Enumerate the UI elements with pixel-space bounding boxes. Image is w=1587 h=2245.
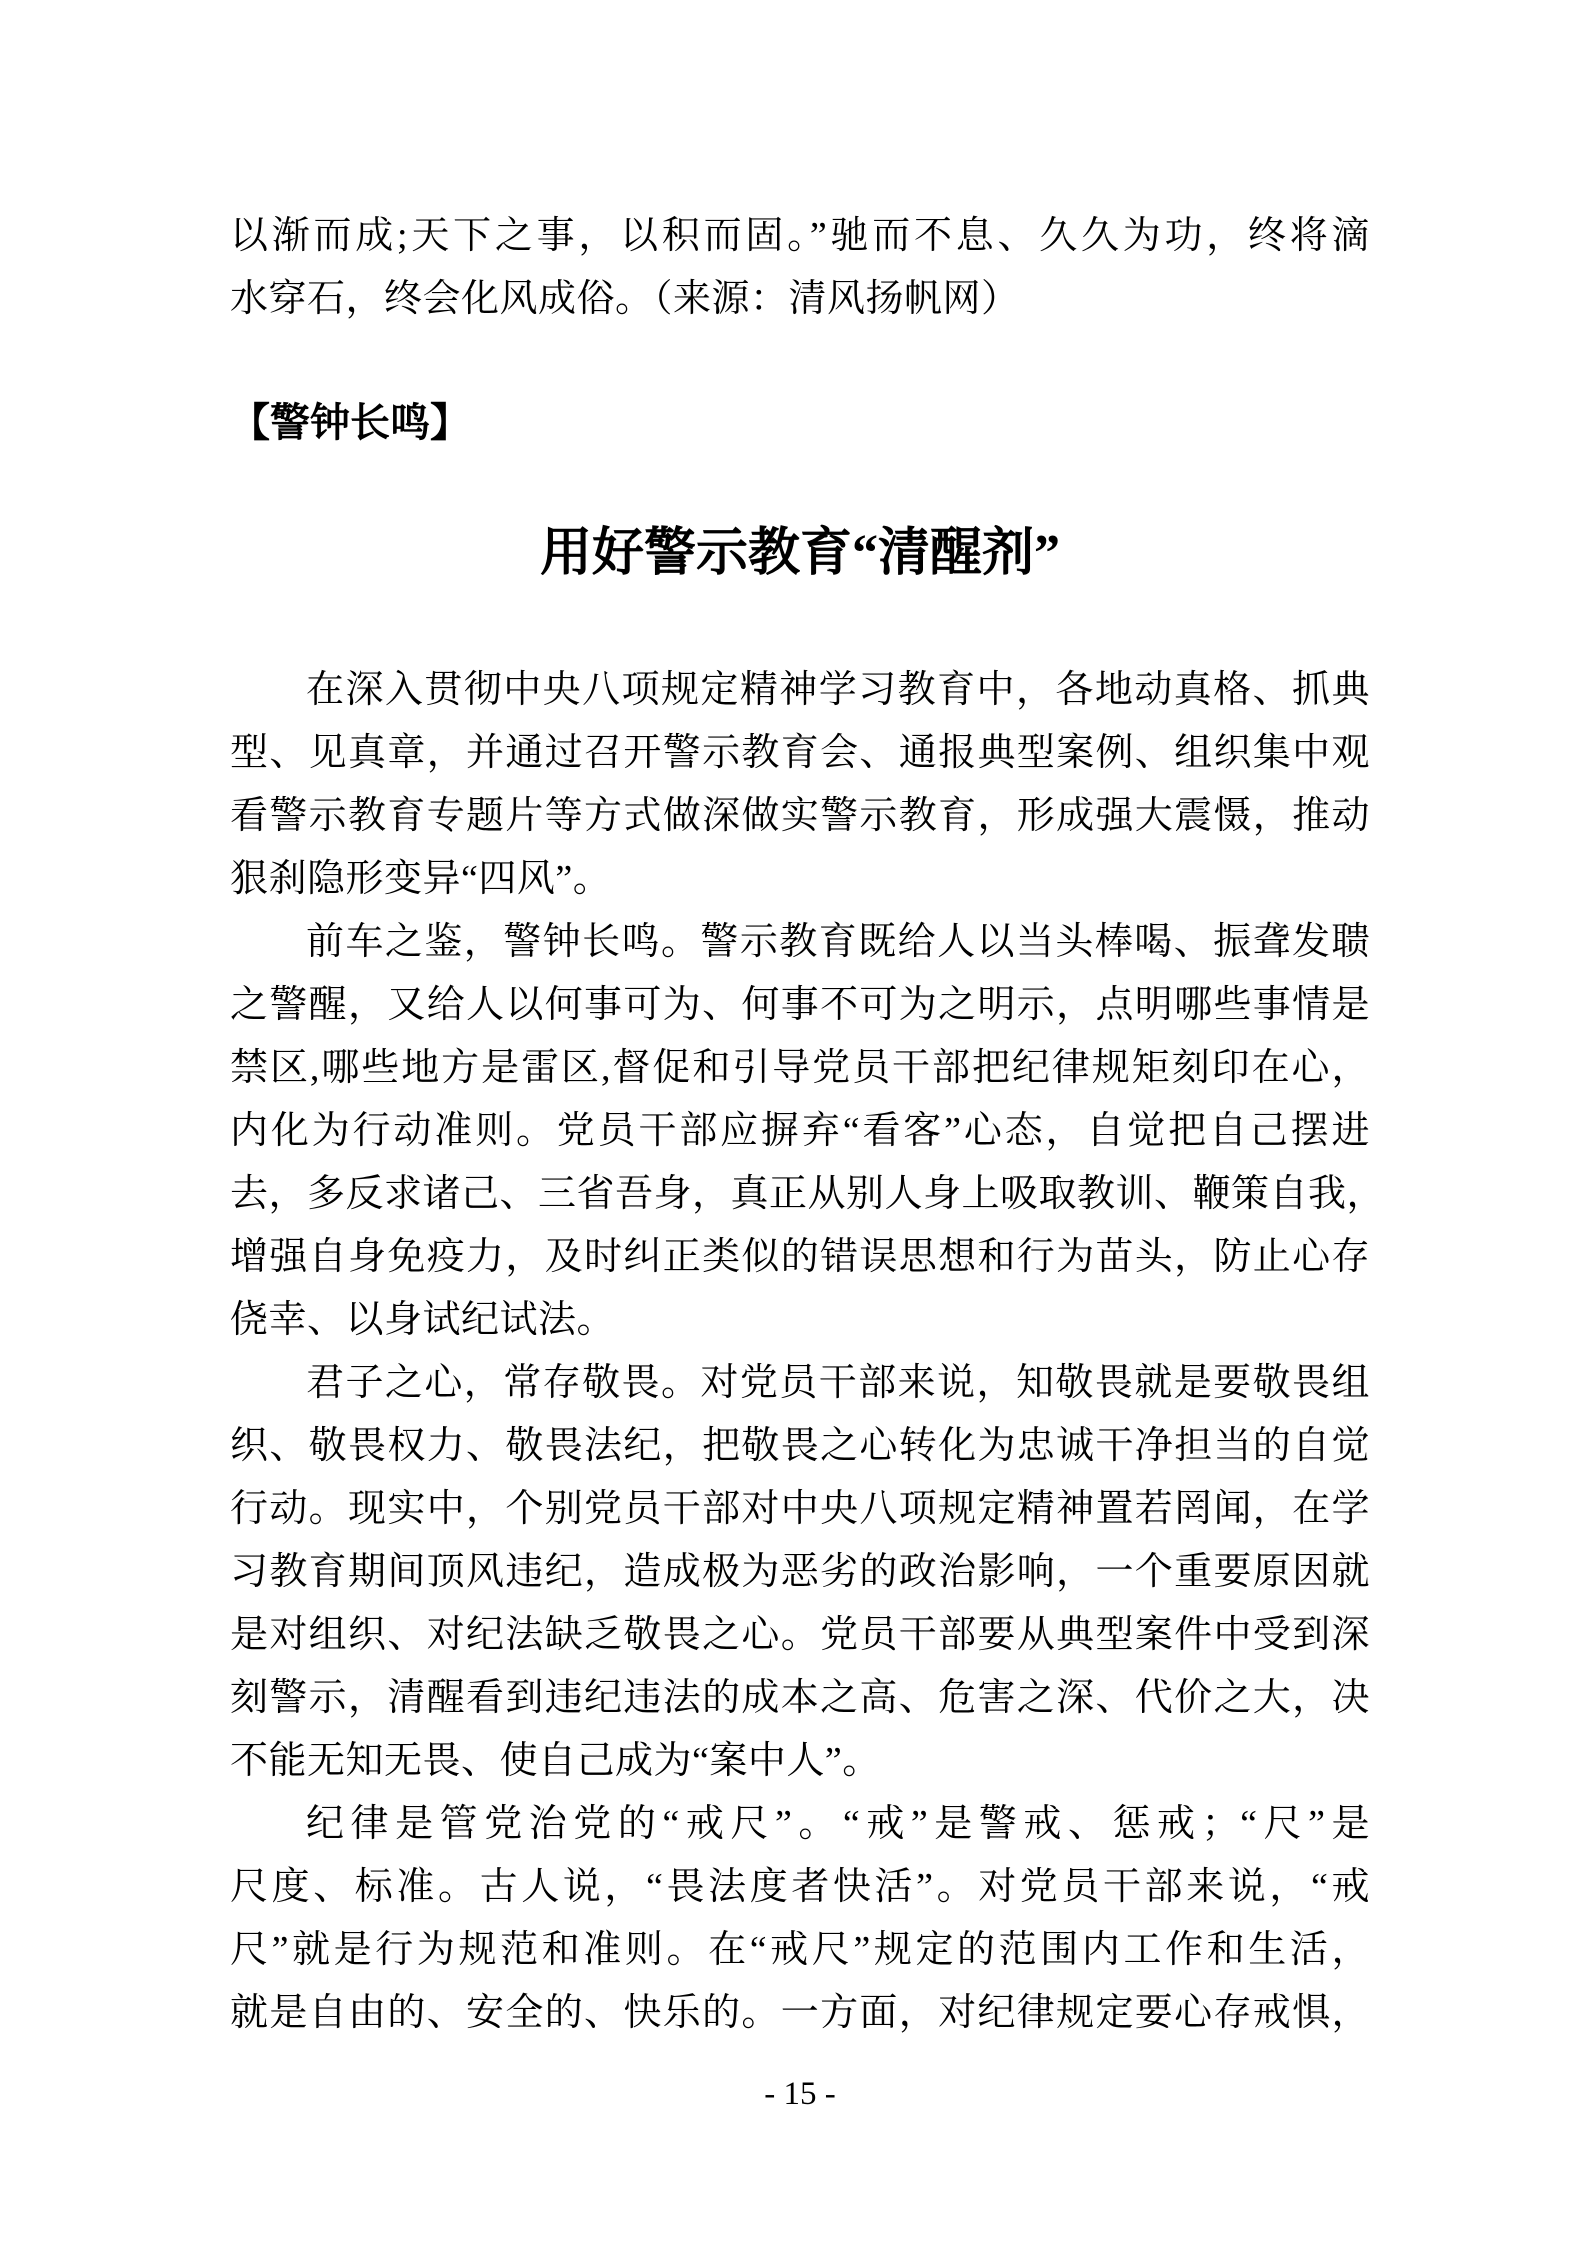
- text-line: 织、敬畏权力、敬畏法纪，把敬畏之心转化为忠诚干净担当的自觉: [230, 1425, 1370, 1467]
- text-line: 以渐而成;天下之事，以积而固。”驰而不息、久久为功，终将滴: [230, 215, 1370, 257]
- text-line: 前车之鉴，警钟长鸣。警示教育既给人以当头棒喝、振聋发聩: [306, 921, 1370, 963]
- page-number: - 15 -: [764, 2076, 836, 2112]
- text-line: 内化为行动准则。党员干部应摒弃“看客”心态，自觉把自己摆进: [230, 1110, 1370, 1152]
- text-line: 习教育期间顶风违纪，造成极为恶劣的政治影响，一个重要原因就: [230, 1551, 1370, 1593]
- text-line: 尺”就是行为规范和准则。在“戒尺”规定的范围内工作和生活，: [230, 1929, 1370, 1971]
- text-line: 增强自身免疫力，及时纠正类似的错误思想和行为苗头，防止心存: [230, 1236, 1370, 1278]
- paragraph: [230, 205, 1370, 331]
- text-line: 看警示教育专题片等方式做深做实警示教育，形成强大震慑，推动: [230, 795, 1370, 837]
- document-content: [230, 205, 1386, 2045]
- text-line: 侥幸、以身试纪试法。: [230, 1299, 616, 1341]
- text-line: 狠刹隐形变异“四风”。: [230, 858, 612, 900]
- section-header: 【警钟长鸣】: [230, 400, 470, 445]
- text-line: 在深入贯彻中央八项规定精神学习教育中，各地动真格、抓典: [306, 669, 1370, 711]
- text-line: 刻警示，清醒看到违纪违法的成本之高、危害之深、代价之大，决: [230, 1677, 1370, 1719]
- text-line: 是对组织、对纪法缺乏敬畏之心。党员干部要从典型案件中受到深: [230, 1614, 1370, 1656]
- page-footer: [230, 2072, 1370, 2116]
- text-line: 之警醒，又给人以何事可为、何事不可为之明示，点明哪些事情是: [230, 984, 1370, 1026]
- paragraph: [230, 1352, 1370, 1793]
- article-title: 用好警示教育“清醒剂”: [539, 525, 1060, 582]
- text-line: 水穿石，终会化风成俗。（来源：清风扬帆网）: [230, 278, 1020, 320]
- text-line: 纪律是管党治党的“戒尺”。“戒”是警戒、惩戒；“尺”是: [306, 1803, 1370, 1845]
- text-line: 尺度、标准。古人说，“畏法度者快活”。对党员干部来说，“戒: [230, 1866, 1370, 1908]
- text-line: 不能无知无畏、使自己成为“案中人”。: [230, 1740, 881, 1782]
- paragraph: [230, 1793, 1370, 2045]
- text-line: 行动。现实中，个别党员干部对中央八项规定精神置若罔闻，在学: [230, 1488, 1370, 1530]
- text-line: 就是自由的、安全的、快乐的。一方面，对纪律规定要心存戒惧，: [230, 1992, 1370, 2034]
- text-line: 禁区,哪些地方是雷区,督促和引导党员干部把纪律规矩刻印在心，: [230, 1047, 1370, 1089]
- paragraph: [230, 911, 1386, 1352]
- text-line: 型、见真章，并通过召开警示教育会、通报典型案例、组织集中观: [230, 732, 1370, 774]
- paragraph: [230, 659, 1370, 911]
- text-line: 去，多反求诸己、三省吾身，真正从别人身上吸取教训、鞭策自我，: [230, 1173, 1386, 1215]
- text-line: 君子之心，常存敬畏。对党员干部来说，知敬畏就是要敬畏组: [306, 1362, 1370, 1404]
